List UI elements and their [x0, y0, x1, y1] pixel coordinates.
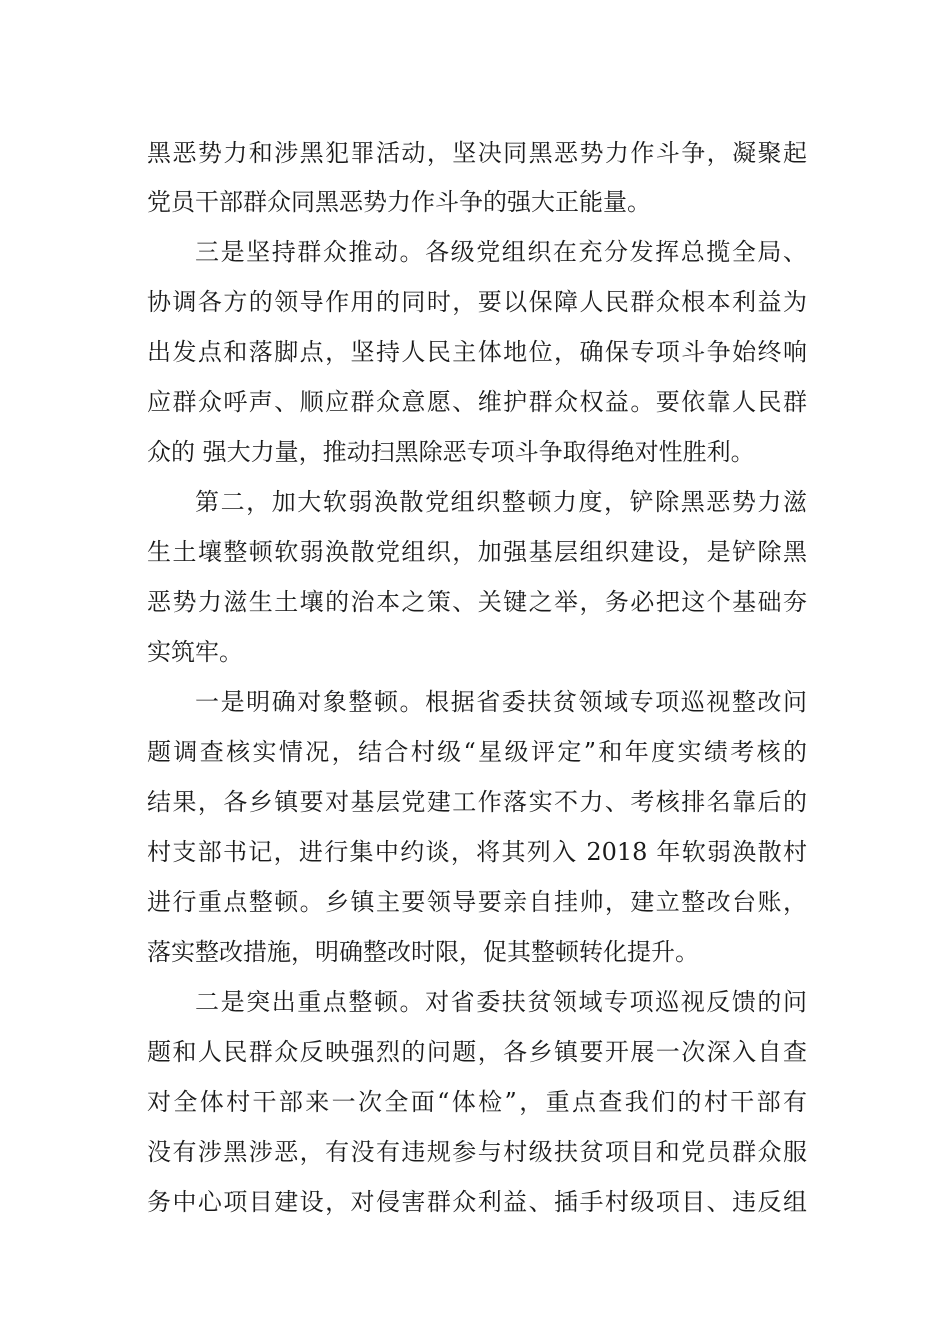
text-line: 二是突出重点整顿。对省委扶贫领域专项巡视反馈的问 — [195, 988, 807, 1016]
text-line: 出发点和落脚点，坚持人民主体地位，确保专项斗争始终响 — [147, 338, 807, 366]
text-line: 党员干部群众同黑恶势力作斗争的强大正能量。 — [147, 188, 651, 216]
text-line: 黑恶势力和涉黑犯罪活动，坚决同黑恶势力作斗争，凝聚起 — [147, 139, 807, 167]
text-line: 一是明确对象整顿。根据省委扶贫领域专项巡视整改问 — [195, 688, 807, 716]
text-line: 生土壤整顿软弱涣散党组织，加强基层组织建设，是铲除黑 — [147, 538, 807, 566]
text-line: 恶势力滋生土壤的治本之策、关键之举，务必把这个基础夯 — [147, 588, 807, 616]
text-line: 协调各方的领导作用的同时，要以保障人民群众根本利益为 — [147, 288, 807, 316]
text-line: 实筑牢。 — [147, 638, 243, 666]
text-line: 题和人民群众反映强烈的问题，各乡镇要开展一次深入自查 — [147, 1038, 807, 1066]
text-line: 三是坚持群众推动。各级党组织在充分发挥总揽全局、 — [195, 238, 807, 266]
text-line: 众的 强大力量，推动扫黑除恶专项斗争取得绝对性胜利。 — [147, 438, 755, 466]
text-line: 务中心项目建设，对侵害群众利益、插手村级项目、违反组 — [147, 1188, 807, 1216]
text-line: 题调查核实情况，结合村级“星级评定”和年度实绩考核的 — [147, 738, 807, 766]
text-line: 结果，各乡镇要对基层党建工作落实不力、考核排名靠后的 — [147, 788, 807, 816]
text-line: 落实整改措施，明确整改时限，促其整顿转化提升。 — [147, 938, 699, 966]
text-line: 村支部书记，进行集中约谈，将其列入 2018 年软弱涣散村 — [147, 838, 807, 866]
text-line: 进行重点整顿。乡镇主要领导要亲自挂帅，建立整改台账， — [147, 888, 807, 916]
text-line: 没有涉黑涉恶，有没有违规参与村级扶贫项目和党员群众服 — [147, 1138, 807, 1166]
text-line: 对全体村干部来一次全面“体检”，重点查我们的村干部有 — [147, 1088, 807, 1116]
text-line: 第二，加大软弱涣散党组织整顿力度，铲除黑恶势力滋 — [195, 488, 807, 516]
text-line: 应群众呼声、顺应群众意愿、维护群众权益。要依靠人民群 — [147, 388, 807, 416]
